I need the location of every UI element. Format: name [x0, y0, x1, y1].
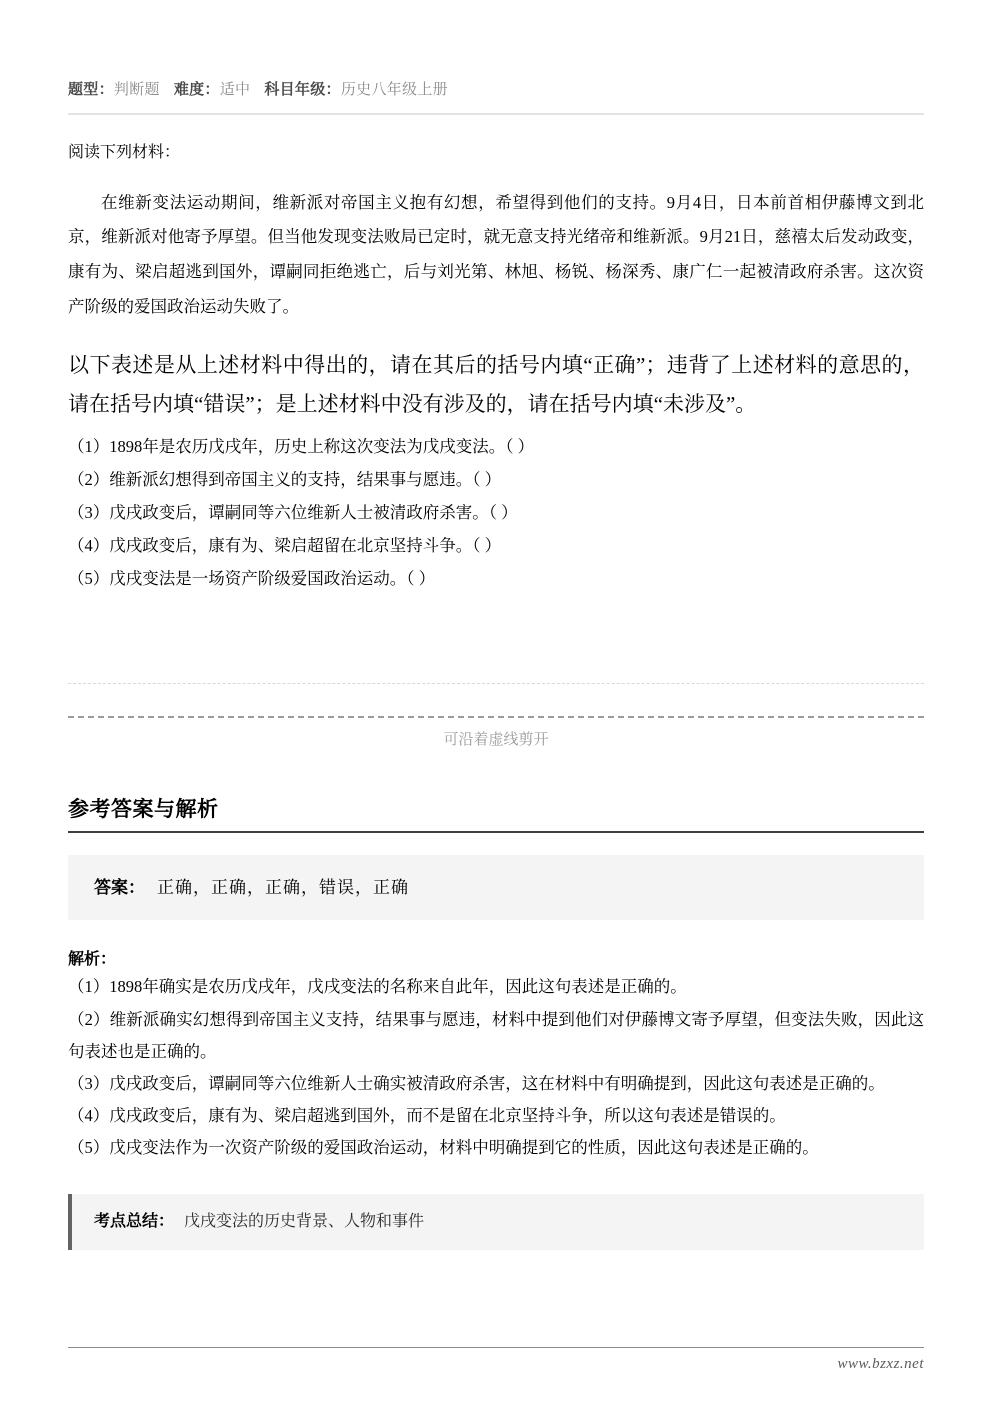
answer-section-divider — [68, 831, 924, 833]
answer-box — [68, 855, 924, 921]
analysis-item: （2）维新派确实幻想得到帝国主义支持，结果事与愿违，材料中提到他们对伊藤博文寄予厚望，但变法失败，因此这句表述也是正确的。 — [68, 1009, 924, 1061]
meta-subject-value: 历史八年级上册 — [340, 82, 448, 98]
answer-label: 答案： — [94, 877, 145, 897]
meta-difficulty-label: 难度： — [173, 81, 220, 98]
question-item: （5）戊戌变法是一场资产阶级爱国政治运动。（ ） — [68, 568, 436, 588]
answer-value: 正确，正确，正确，错误，正确 — [157, 877, 409, 897]
meta-subject-label: 科目年级： — [264, 81, 341, 98]
meta-difficulty-value: 适中 — [219, 82, 251, 98]
reading-lead: 阅读下列材料： — [68, 144, 181, 161]
summary-value: 戊戌变法的历史背景、人物和事件 — [184, 1213, 425, 1231]
analysis-list — [68, 971, 924, 1164]
meta-type-label: 题型： — [68, 81, 114, 98]
cut-line-zone — [68, 683, 924, 749]
question-item: （4）戊戌政变后，康有为、梁启超留在北京坚持斗争。（ ） — [68, 535, 502, 555]
question-item: （1）1898年是农历戊戌年，历史上称这次变法为戊戌变法。（ ） — [68, 436, 535, 456]
question-item: （3）戊戌政变后，谭嗣同等六位维新人士被清政府杀害。（ ） — [68, 502, 518, 522]
analysis-label: 解析： — [68, 951, 117, 969]
header-divider — [68, 113, 924, 115]
meta-type-value: 判断题 — [113, 82, 160, 98]
cut-line-label: 可沿着虚线剪开 — [443, 731, 549, 748]
question-meta-bar — [68, 0, 924, 99]
analysis-item: （1）1898年确实是农历戊戌年，戊戌变法的名称来自此年，因此这句表述是正确的。 — [68, 977, 687, 997]
page-footer — [68, 1347, 924, 1373]
question-item: （2）维新派幻想得到帝国主义的支持，结果事与愿违。（ ） — [68, 469, 502, 489]
summary-box — [68, 1194, 924, 1250]
cut-line-strong — [68, 716, 924, 718]
analysis-item: （3）戊戌政变后，谭嗣同等六位维新人士确实被清政府杀害，这在材料中有明确提到，因此这句表述是正确的。 — [68, 1073, 885, 1093]
question-instruction: 以下表述是从上述材料中得出的，请在其后的括号内填“正确”；违背了上述材料的意思的，请在括号内填“错误”；是上述材料中没有涉及的，请在括号内填“未涉及”。 — [68, 353, 924, 416]
footer-divider — [68, 1347, 924, 1348]
answer-section-title: 参考答案与解析 — [68, 797, 219, 821]
summary-label: 考点总结： — [94, 1213, 175, 1231]
footer-url: www.bzxz.net — [837, 1356, 924, 1372]
analysis-item: （4）戊戌政变后，康有为、梁启超逃到国外，而不是留在北京坚持斗争，所以这句表述是错误的。 — [68, 1106, 786, 1126]
cut-line-light — [68, 683, 924, 684]
reading-passage: 在维新变法运动期间，维新派对帝国主义抱有幻想，希望得到他们的支持。9月4日，日本前首相伊藤博文到北京，维新派对他寄予厚望。但当他发现变法败局已定时，就无意支持光绪帝和维新派。9月21日，慈禧太后发动政变，康有为、梁启超逃到国外，谭嗣同拒绝逃亡，后与刘光第、林旭、杨锐、杨深秀、康广仁一起被清政府杀害。这次资产阶级的爱国政治运动失败了。 — [68, 192, 924, 316]
question-item-list — [68, 430, 924, 595]
analysis-item: （5）戊戌变法作为一次资产阶级的爱国政治运动，材料中明确提到它的性质，因此这句表述是正确的。 — [68, 1138, 819, 1158]
